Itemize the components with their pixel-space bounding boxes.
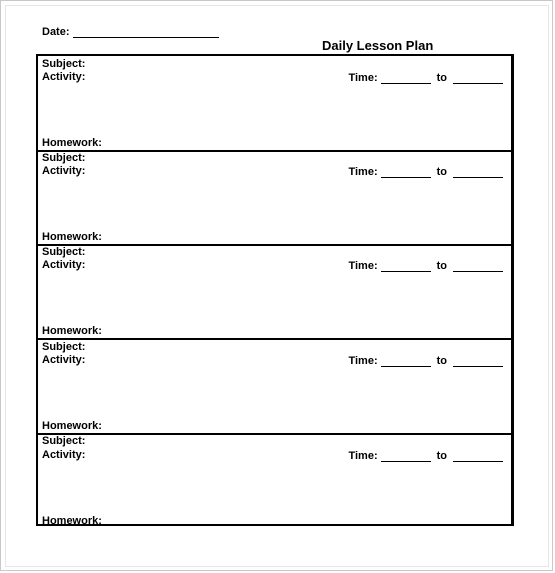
activity-label: Activity: <box>42 449 86 461</box>
lesson-block <box>38 338 511 433</box>
page-title: Daily Lesson Plan <box>322 38 434 53</box>
time-range <box>348 71 503 84</box>
lesson-block <box>38 150 511 244</box>
activity-label: Activity: <box>42 165 86 177</box>
homework-label: Homework: <box>42 231 102 243</box>
lesson-block <box>38 244 511 338</box>
time-label: Time: <box>348 166 378 178</box>
time-to-field[interactable] <box>453 356 503 367</box>
time-from-field[interactable] <box>381 451 431 462</box>
lesson-block <box>38 56 511 150</box>
to-label: to <box>436 166 447 178</box>
time-to-field[interactable] <box>453 261 503 272</box>
time-from-field[interactable] <box>381 356 431 367</box>
time-label: Time: <box>348 355 378 367</box>
homework-label: Homework: <box>42 137 102 149</box>
time-label: Time: <box>348 72 378 84</box>
time-from-field[interactable] <box>381 167 431 178</box>
time-from-field[interactable] <box>381 261 431 272</box>
time-range <box>348 259 503 272</box>
time-range <box>348 165 503 178</box>
date-field[interactable] <box>73 26 219 38</box>
subject-label: Subject: <box>42 246 86 258</box>
time-to-field[interactable] <box>453 451 503 462</box>
homework-label: Homework: <box>42 325 102 337</box>
time-label: Time: <box>348 450 378 462</box>
to-label: to <box>436 72 447 84</box>
activity-label: Activity: <box>42 71 86 83</box>
time-from-field[interactable] <box>381 73 431 84</box>
date-label: Date: <box>42 26 70 38</box>
time-to-field[interactable] <box>453 73 503 84</box>
subject-label: Subject: <box>42 341 86 353</box>
subject-label: Subject: <box>42 58 86 70</box>
to-label: to <box>436 355 447 367</box>
activity-label: Activity: <box>42 259 86 271</box>
time-range <box>348 449 503 462</box>
lesson-plan-table <box>36 54 514 526</box>
homework-label: Homework: <box>42 515 102 527</box>
time-label: Time: <box>348 260 378 272</box>
date-row <box>42 24 219 38</box>
to-label: to <box>436 450 447 462</box>
to-label: to <box>436 260 447 272</box>
subject-label: Subject: <box>42 435 86 447</box>
subject-label: Subject: <box>42 152 86 164</box>
lesson-block <box>38 433 511 527</box>
time-to-field[interactable] <box>453 167 503 178</box>
activity-label: Activity: <box>42 354 86 366</box>
time-range <box>348 354 503 367</box>
homework-label: Homework: <box>42 420 102 432</box>
